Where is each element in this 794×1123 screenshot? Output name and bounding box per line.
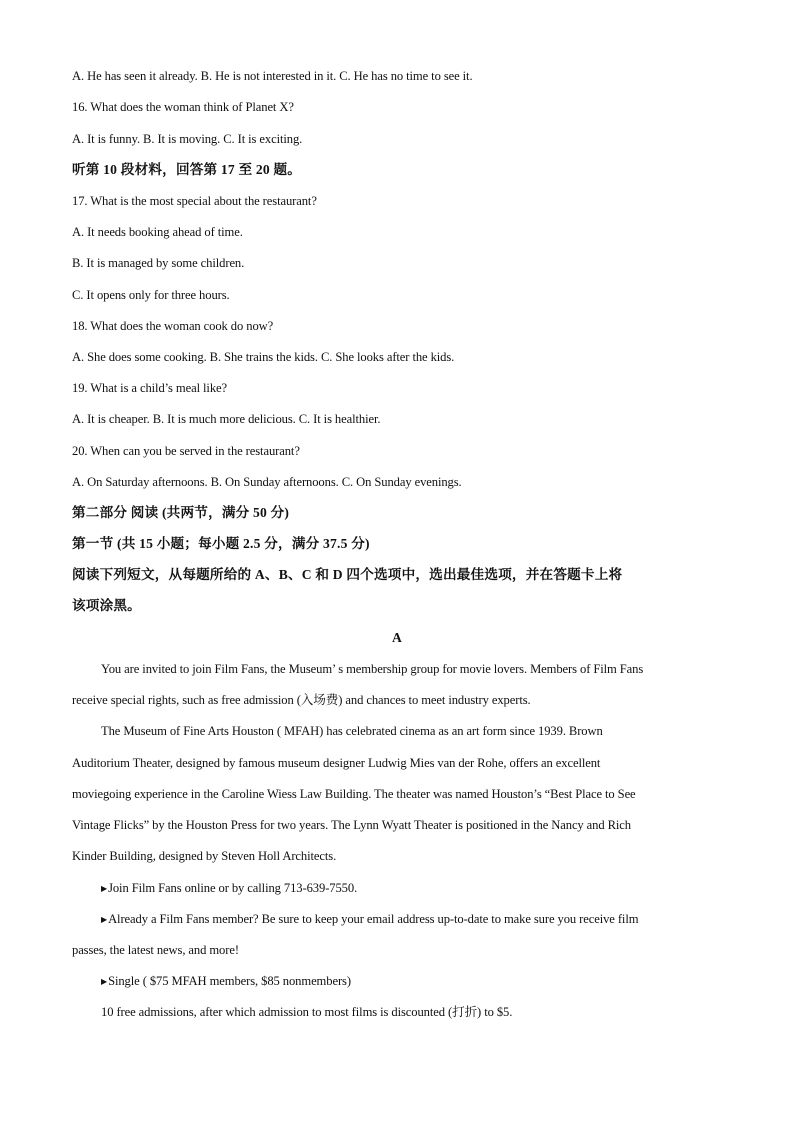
bullet-member-text: Already a Film Fans member? Be sure to keep your email address up-to-date to make sure you receive film [108,912,639,926]
question-19: 19. What is a child’s meal like? [72,381,227,395]
bullet-member-continued: passes, the latest news, and more! [72,943,239,957]
question-16: 16. What does the woman think of Planet X? [72,100,294,114]
paragraph-2-line-3: moviegoing experience in the Caroline Wiess Law Building. The theater was named Houston’s “Best Place to See [72,787,636,801]
question-17-option-c: C. It opens only for three hours. [72,288,230,302]
instruction-line-2: 该项涂黑。 [72,598,141,613]
question-18: 18. What does the woman cook do now? [72,319,274,333]
part-2-heading: 第二部分 阅读 (共两节，满分 50 分) [72,505,290,520]
paragraph-2-line-2: Auditorium Theater, designed by famous museum designer Ludwig Mies van der Rohe, offers an excellent [72,756,601,770]
question-20-options: A. On Saturday afternoons. B. On Sunday afternoons. C. On Sunday evenings. [72,475,462,489]
question-19-options: A. It is cheaper. B. It is much more delicious. C. It is healthier. [72,412,381,426]
section-1-heading: 第一节 (共 15 小题；每小题 2.5 分，满分 37.5 分) [72,536,370,551]
single-membership-detail: 10 free admissions, after which admission to most films is discounted (打折) to $5. [101,1005,513,1019]
question-17-option-b: B. It is managed by some children. [72,256,245,270]
paragraph-2-line-5: Kinder Building, designed by Steven Holl Architects. [72,849,337,863]
paragraph-1-line-1: You are invited to join Film Fans, the Museum’ s membership group for movie lovers. Members of Film Fans [101,662,644,676]
section-10-heading: 听第 10 段材料，回答第 17 至 20 题。 [72,162,302,177]
bullet-single-text: Single ( $75 MFAH members, $85 nonmembers) [108,974,351,988]
question-15-options: A. He has seen it already. B. He is not interested in it. C. He has no time to see it. [72,69,473,83]
question-17: 17. What is the most special about the restaurant? [72,194,317,208]
passage-label: A [391,630,403,645]
question-17-option-a: A. It needs booking ahead of time. [72,225,243,239]
paragraph-2-line-1: The Museum of Fine Arts Houston ( MFAH) has celebrated cinema as an art form since 1939. Brown [101,724,603,738]
bullet-single [101,973,751,990]
bullet-member [101,911,751,928]
triangle-bullet-icon: ▶ [101,884,108,893]
question-18-options: A. She does some cooking. B. She trains the kids. C. She looks after the kids. [72,350,455,364]
bullet-join-text: Join Film Fans online or by calling 713-639-7550. [108,881,358,895]
triangle-bullet-icon: ▶ [101,915,108,924]
paragraph-1-line-2: receive special rights, such as free admission (入场费) and chances to meet industry experts. [72,693,531,707]
triangle-bullet-icon: ▶ [101,977,108,986]
question-16-options: A. It is funny. B. It is moving. C. It is exciting. [72,132,303,146]
paragraph-2-line-4: Vintage Flicks” by the Houston Press for two years. The Lynn Wyatt Theater is positioned in the Nancy and Rich [72,818,631,832]
question-20: 20. When can you be served in the restaurant? [72,444,300,458]
bullet-join [101,880,751,897]
instruction-line-1: 阅读下列短文，从每题所给的 A、B、C 和 D 四个选项中，选出最佳选项，并在答题卡上将 [72,567,623,582]
